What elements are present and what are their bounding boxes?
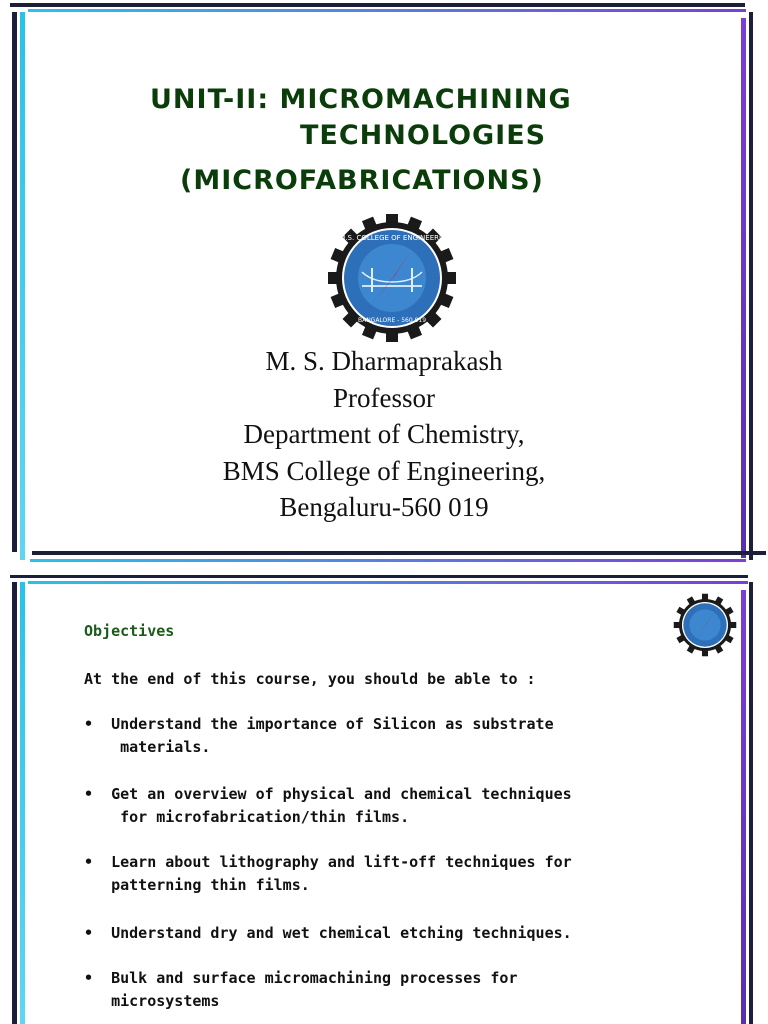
bullet-4-line-1: • Understand dry and wet chemical etching techniques.: [84, 924, 572, 942]
author-department: Department of Chemistry,: [243, 419, 525, 449]
top-border-dark: [10, 3, 745, 7]
slide-objectives: [0, 574, 768, 1024]
author-college: BMS College of Engineering,: [222, 456, 546, 486]
title-line-2: TECHNOLOGIES: [300, 120, 547, 151]
svg-text:B.M.S. COLLEGE OF ENGINEERING: B.M.S. COLLEGE OF ENGINEERING: [332, 234, 452, 242]
left-border-cyan-2: [20, 582, 25, 1024]
bullet-3-line-1: • Learn about lithography and lift-off techniques for: [84, 853, 572, 871]
bullet-5-line-2: microsystems: [84, 992, 220, 1010]
bullet-1-line-2: materials.: [84, 738, 211, 756]
left-border-dark-2: [12, 582, 17, 1024]
bullet-2-line-2: for microfabrication/thin films.: [84, 808, 410, 826]
bullet-5-line-1: • Bulk and surface micromachining processes for: [84, 969, 518, 987]
right-border-dark-2: [749, 582, 753, 1024]
title-line-3: (MICROFABRICATIONS): [180, 165, 544, 196]
top-border-gradient: [28, 9, 746, 12]
bottom-border-dark: [32, 551, 766, 555]
bullet-3-line-2: patterning thin films.: [84, 876, 310, 894]
bullet-1-line-1: • Understand the importance of Silicon as substrate: [84, 715, 554, 733]
svg-text:BANGALORE - 560 019: BANGALORE - 560 019: [357, 317, 427, 324]
top-border-dark-2: [10, 575, 748, 578]
college-logo-small: [672, 592, 738, 658]
college-logo: [316, 214, 468, 342]
right-border-purple-2: [741, 590, 746, 1024]
author-city: Bengaluru-560 019: [279, 492, 489, 522]
title-line-1: UNIT-II: MICROMACHINING: [150, 84, 572, 115]
bullet-2-line-1: • Get an overview of physical and chemical techniques: [84, 785, 572, 803]
intro-text: At the end of this course, you should be able to :: [84, 670, 536, 688]
author-name: M. S. Dharmaprakash: [265, 346, 503, 376]
top-border-gradient-2: [28, 581, 748, 584]
author-title: Professor: [333, 383, 435, 413]
bottom-border-gradient: [30, 559, 746, 562]
objectives-heading: Objectives: [84, 622, 175, 640]
